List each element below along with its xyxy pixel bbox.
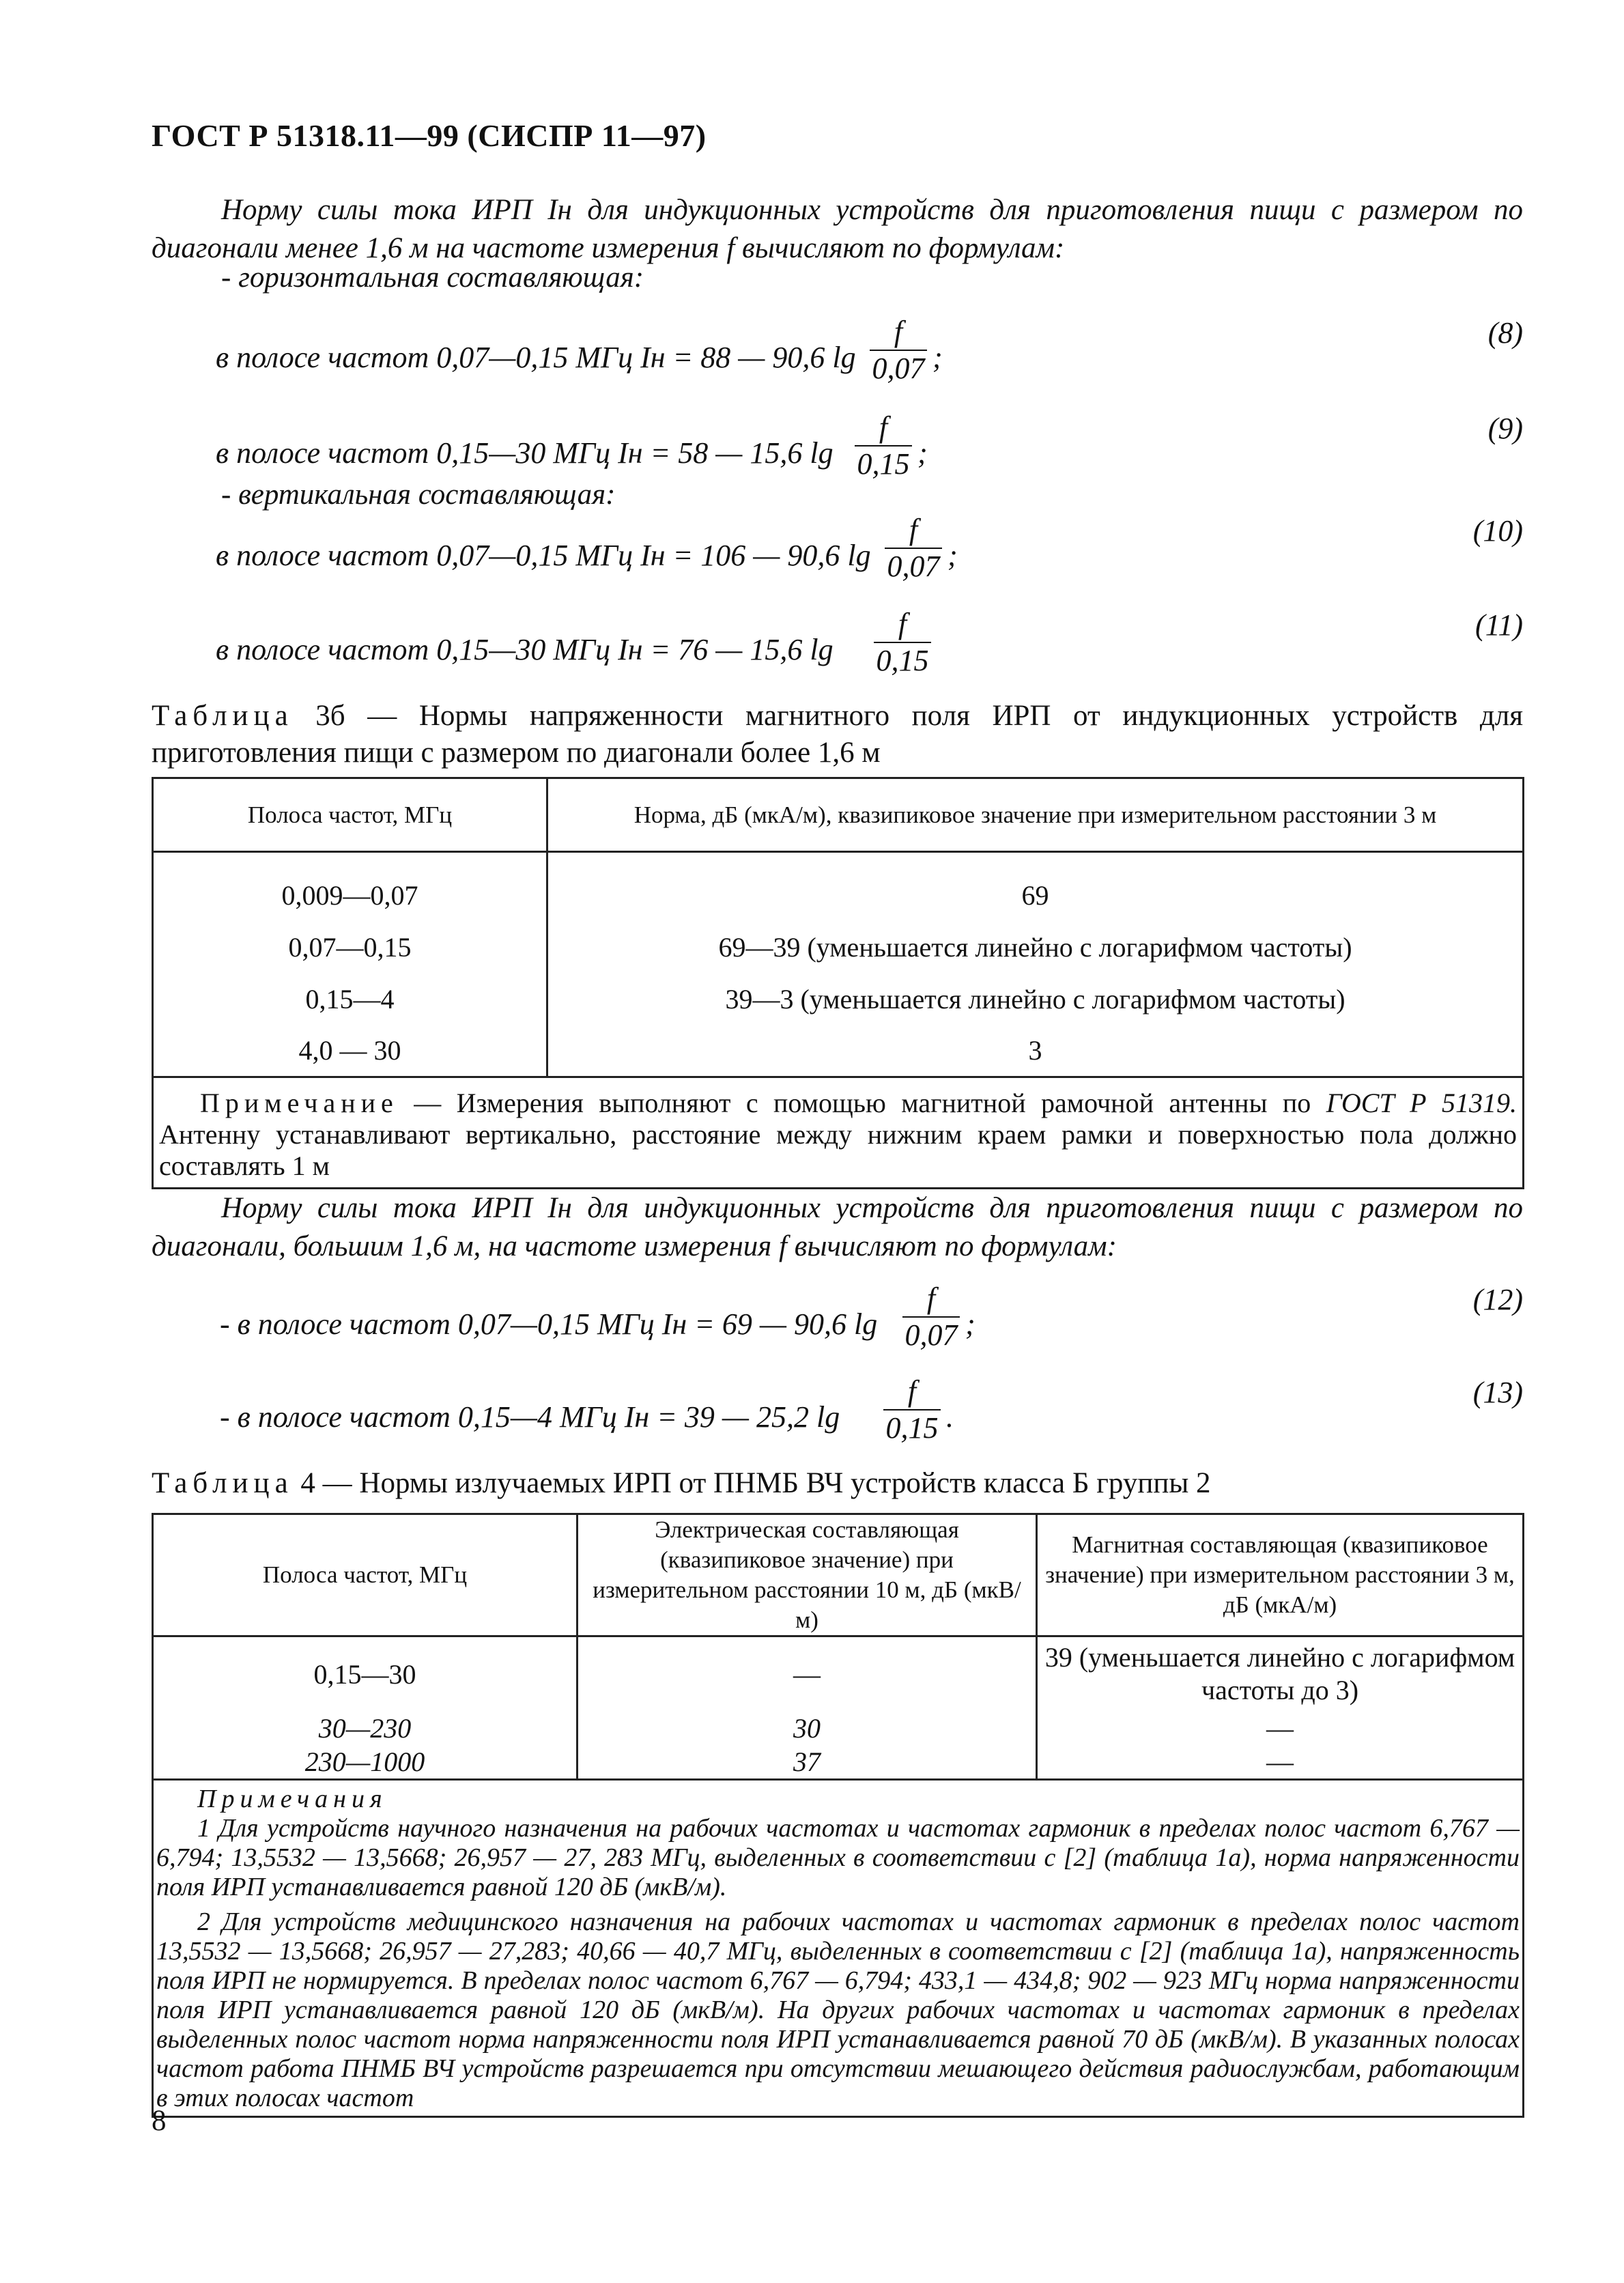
formula-lead: - в полосе частот 0,15—4 МГц Iн = 39 — 25,2 lg: [220, 1400, 840, 1434]
formula-number: (8): [1487, 316, 1523, 350]
formula-fraction: [851, 411, 916, 481]
table-cell: —: [578, 1636, 1037, 1712]
table-note: [153, 1077, 1524, 1189]
formula-number: (11): [1475, 608, 1523, 642]
label-horizontal-component: - горизонтальная составляющая:: [221, 261, 644, 294]
formula-8: [0, 315, 1624, 404]
fraction-denominator: 0,15: [876, 644, 929, 677]
table-3b: [152, 777, 1524, 1189]
table-notes: [153, 1780, 1524, 2117]
formula-fraction: [879, 1375, 945, 1445]
formula-11: [0, 608, 1624, 696]
formula-fraction: [881, 513, 946, 583]
formula-tail: ;: [965, 1307, 975, 1341]
formula-fraction: [866, 315, 931, 385]
caption-label: Таблица: [152, 1467, 294, 1499]
note-2: 2 Для устройств медицинского назначения на рабочих частотах и частотах гармоник в пределах полос частот 13,5532 — 13,5668; 26,957 — 27,283; 40,66 — 40,7 МГц, выделенных в соответствии с [2] (таблица 1а), напряженность поля ИРП не нормируется. В пределах полос частот 6,767 — 6,794; 433,1 — 434,8; 902 — 923 МГц норма напряженности поля ИРП устанавливается равной 120 дБ (мкВ/м). На других рабочих частотах и частотах гармоник в пределах выделенных полос частот норма напряженности поля ИРП устанавливается равной 70 дБ (мкВ/м). В указанных полосах частот работа ПНМБ ВЧ устройств разрешается при отсутствии мешающего действия радиослужбам, работающим в этих полосах частот: [156, 1908, 1520, 2112]
table-cell: 0,009—0,07: [153, 870, 547, 922]
table-cell: 0,07—0,15: [153, 922, 547, 974]
table-cell: 0,15—30: [153, 1636, 578, 1712]
formula-fraction: [870, 608, 935, 677]
table-row: [153, 870, 1524, 922]
table-cell: 30: [578, 1712, 1037, 1746]
formula-tail: ;: [917, 436, 928, 470]
fraction-denominator: 0,07: [887, 550, 940, 583]
fraction-numerator: f: [898, 607, 907, 640]
table-notes-row: [153, 1780, 1524, 2117]
table-header-cell: Норма, дБ (мкА/м), квазипиковое значение при измерительном расстоянии 3 м: [547, 778, 1524, 852]
table-cell: 69—39 (уменьшается линейно с логарифмом частоты): [547, 922, 1524, 974]
paragraph-intro-large: Норму силы тока ИРП Iн для индукционных устройств для приготовления пищи с размером по диагонали, большим 1,6 м, на частоте измерения f вычисляют по формулам:: [152, 1192, 1523, 1262]
formula-lead: в полосе частот 0,15—30 МГц Iн = 58 — 15,6 lg: [216, 436, 834, 470]
notes-title: Примечания: [197, 1785, 388, 1813]
table-row: [153, 1746, 1524, 1780]
table-cell: 37: [578, 1746, 1037, 1780]
formula-tail: ;: [948, 539, 958, 572]
fraction-numerator: f: [879, 410, 888, 444]
note-label: Примечание: [200, 1088, 399, 1118]
table-cell: 0,15—4: [153, 974, 547, 1025]
document-header: ГОСТ Р 51318.11—99 (СИСПР 11—97): [152, 118, 707, 153]
formula-lead: в полосе частот 0,07—0,15 МГц Iн = 106 — 90,6 lg: [216, 539, 871, 572]
formula-10: [0, 513, 1624, 602]
formula-13: [0, 1375, 1624, 1464]
formula-number: (12): [1472, 1283, 1523, 1316]
note-1: 1 Для устройств научного назначения на рабочих частотах и частотах гармоник в пределах полос частот 6,767 — 6,794; 13,5532 — 13,5668; 26,957 — 27, 283 МГц, выделенных в соответствии с [2] (таблица 1а), норма напряженности поля ИРП устанавливается равной 120 дБ (мкВ/м).: [156, 1814, 1520, 1901]
fraction-denominator: 0,07: [872, 352, 925, 385]
caption-text: 4 — Нормы излучаемых ИРП от ПНМБ ВЧ устройств класса Б группы 2: [293, 1467, 1211, 1499]
fraction-denominator: 0,15: [857, 447, 910, 481]
note-reference: ГОСТ Р 51319.: [1326, 1088, 1517, 1118]
table-cell: 69: [547, 870, 1524, 922]
fraction-denominator: 0,07: [904, 1318, 958, 1352]
table-row: [153, 1025, 1524, 1077]
table-cell: —: [1037, 1712, 1524, 1746]
caption-label: Таблица: [152, 700, 294, 732]
formula-lead: в полосе частот 0,07—0,15 МГц Iн = 88 — 90,6 lg: [216, 341, 856, 374]
formula-tail: .: [946, 1400, 954, 1434]
table-4: [152, 1513, 1524, 2118]
note-text: — Измерения выполняют с помощью магнитной рамочной антенны по: [398, 1088, 1326, 1118]
formula-number: (10): [1472, 514, 1523, 548]
formula-fraction: [898, 1282, 964, 1352]
table-header-cell: Электрическая составляющая (квазипиковое значение) при измерительном расстоянии 10 м, дБ (мкВ/м): [578, 1514, 1037, 1636]
table-header-cell: Полоса частот, МГц: [153, 778, 547, 852]
formula-lead: - в полосе частот 0,07—0,15 МГц Iн = 69 — 90,6 lg: [220, 1307, 878, 1341]
fraction-numerator: f: [926, 1281, 936, 1315]
caption-text: 3б — Нормы напряженности магнитного поля ИРП от индукционных устройств для приготовления пищи с размером по диагонали более 1,6 м: [152, 700, 1523, 769]
table-note-row: [153, 1077, 1524, 1189]
table-cell: 30—230: [153, 1712, 578, 1746]
table-cell: 4,0 — 30: [153, 1025, 547, 1077]
table-3b-caption: [152, 698, 1523, 771]
table-4-caption: [152, 1465, 1523, 1502]
table-cell: 230—1000: [153, 1746, 578, 1780]
table-cell: 39 (уменьшается линейно с логарифмом частоты до 3): [1037, 1636, 1524, 1712]
fraction-numerator: f: [909, 513, 918, 546]
table-row: [153, 922, 1524, 974]
table-cell: 3: [547, 1025, 1524, 1077]
paragraph-intro-small: Норму силы тока ИРП Iн для индукционных устройств для приготовления пищи с размером по диагонали менее 1,6 м на частоте измерения f вычисляют по формулам:: [152, 194, 1523, 264]
table-header-row: [153, 778, 1524, 852]
page-number: 8: [152, 2105, 167, 2137]
table-header-cell: Полоса частот, МГц: [153, 1514, 578, 1636]
table-row: [153, 1712, 1524, 1746]
table-row: [153, 974, 1524, 1025]
fraction-denominator: 0,15: [885, 1411, 939, 1445]
label-vertical-component: - вертикальная составляющая:: [221, 479, 616, 511]
formula-lead: в полосе частот 0,15—30 МГц Iн = 76 — 15,6 lg: [216, 633, 834, 666]
table-cell: —: [1037, 1746, 1524, 1780]
formula-12: [0, 1282, 1624, 1371]
table-cell: 39—3 (уменьшается линейно с логарифмом частоты): [547, 974, 1524, 1025]
note-text-continued: Антенну устанавливают вертикально, расстояние между нижним краем рамки и поверхностью пола должно составлять 1 м: [159, 1119, 1517, 1181]
fraction-numerator: f: [907, 1374, 917, 1408]
table-header-row: [153, 1514, 1524, 1636]
table-header-cell: Магнитная составляющая (квазипиковое значение) при измерительном расстоянии 3 м, дБ (мкА/м): [1037, 1514, 1524, 1636]
fraction-numerator: f: [894, 315, 903, 348]
formula-number: (9): [1487, 412, 1523, 445]
table-row: [153, 1636, 1524, 1712]
formula-number: (13): [1472, 1376, 1523, 1409]
formula-tail: ;: [932, 341, 943, 374]
